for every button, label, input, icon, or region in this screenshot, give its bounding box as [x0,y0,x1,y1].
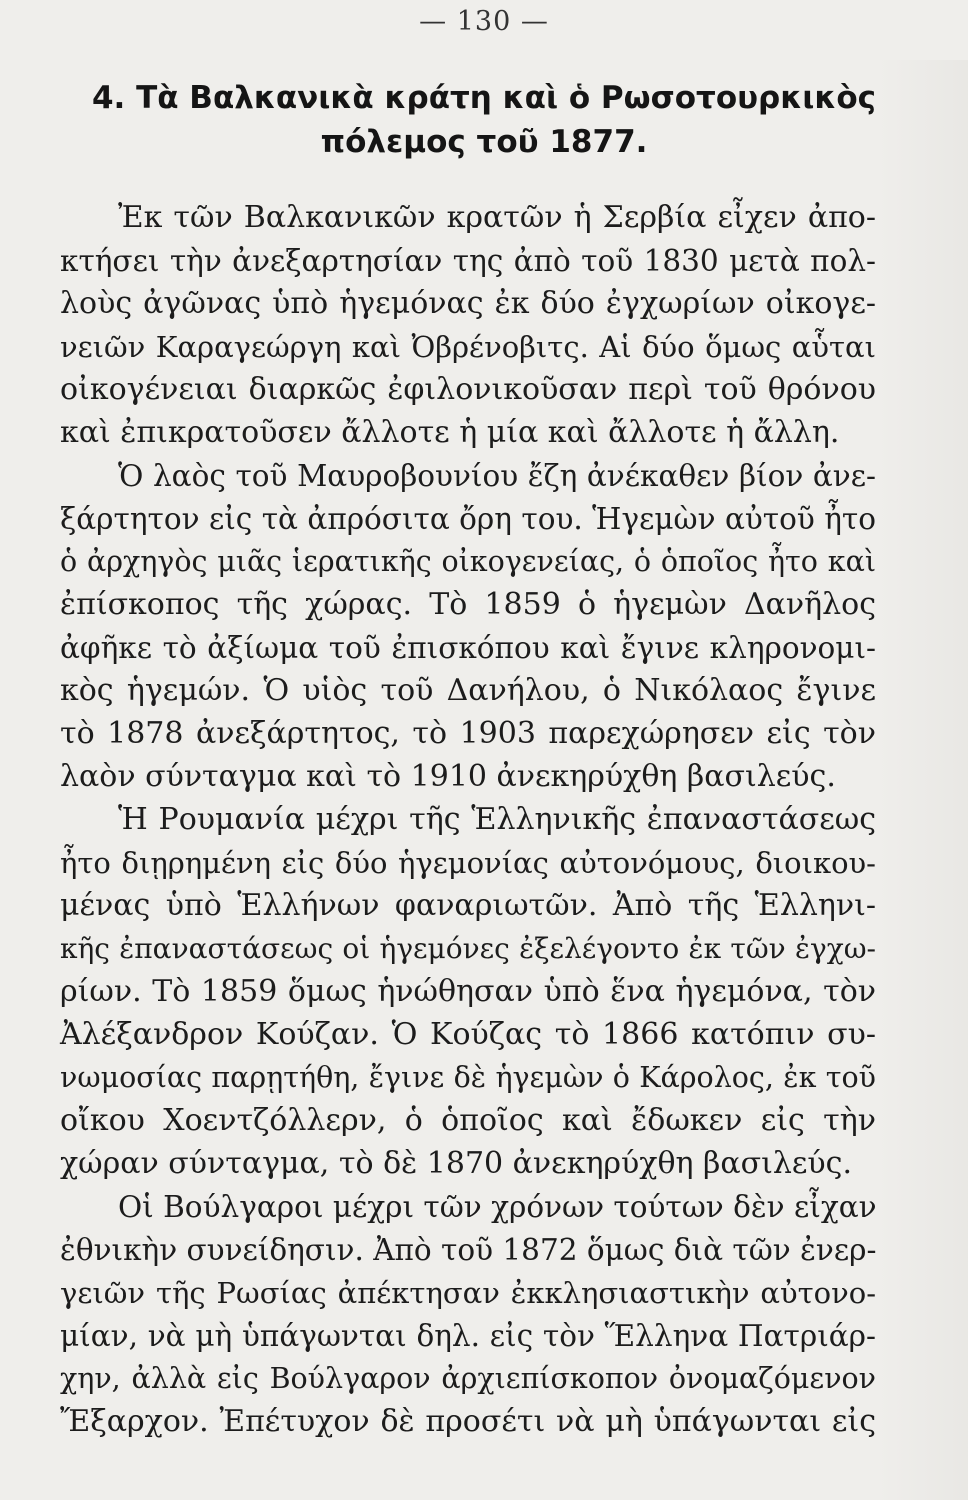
section-heading-line-1: 4. Τὰ Βαλκανικὰ κράτη καὶ ὁ Ρωσοτουρκικὸς [91,80,877,116]
paragraph-line: Ἔξαρχον. Ἐπέτυχον δὲ προσέτι νὰ μὴ ὑπάγωνται εἰς [60,1404,876,1439]
paragraph-line: ἦτο διῃρημένη εἰς δύο ἡγεμονίας αὐτονόμους, διοικου- [60,846,876,880]
paragraph-line: τὸ 1878 ἀνεξάρτητος, τὸ 1903 παρεχώρησεν εἰς τὸν [60,716,876,751]
paragraph-line: οἴκου Χοεντζόλλερν, ὁ ὁποῖος καὶ ἔδωκεν εἰς τὴν [60,1103,876,1138]
paragraph-line: Ἐκ τῶν Βαλκανικῶν κρατῶν ἡ Σερβία εἶχεν ἀπο- [118,200,876,235]
paragraph-line: ἐπίσκοπος τῆς χώρας. Τὸ 1859 ὁ ἡγεμὼν Δανῆλος [60,587,876,622]
paragraph-line: Ἡ Ρουμανία μέχρι τῆς Ἑλληνικῆς ἐπαναστάσεως [118,802,876,837]
paragraph-line: καὶ ἐπικρατοῦσεν ἄλλοτε ἡ μία καὶ ἄλλοτε ἡ ἄλλη. [60,415,840,450]
paragraph-line: ὁ ἀρχηγὸς μιᾶς ἱερατικῆς οἰκογενείας, ὁ ὁποῖος ἦτο καὶ [60,545,876,578]
paragraph-line: ἀφῆκε τὸ ἀξίωμα τοῦ ἐπισκόπου καὶ ἔγινε κληρονομι- [60,631,876,665]
paragraph-line: κτήσει τὴν ἀνεξαρτησίαν της ἀπὸ τοῦ 1830 μετὰ πολ- [60,244,876,278]
section-heading-line-2: πόλεμος τοῦ 1877. [320,124,648,160]
paragraph-line: Οἱ Βούλγαροι μέχρι τῶν χρόνων τούτων δὲν εἶχαν [118,1190,877,1224]
paragraph-line: κῆς ἐπαναστάσεως οἱ ἡγεμόνες ἐξελέγοντο ἐκ τῶν ἐγχω- [60,932,876,965]
paragraph-line: οἰκογένειαι διαρκῶς ἐφιλονικοῦσαν περὶ τοῦ θρόνου [60,372,876,407]
paragraph-line: ξάρτητον εἰς τὰ ἀπρόσιτα ὄρη του. Ἡγεμὼν αὐτοῦ ἦτο [60,502,876,536]
paragraph-line: Ἀλέξανδρον Κούζαν. Ὁ Κούζας τὸ 1866 κατόπιν συ- [60,1017,876,1052]
paragraph-line: κὸς ἡγεμών. Ὁ υἱὸς τοῦ Δανήλου, ὁ Νικόλαος ἔγινε [60,673,876,708]
paragraph-line: ἐθνικὴν συνείδησιν. Ἀπὸ τοῦ 1872 ὅμως διὰ τῶν ἐνερ- [60,1233,877,1267]
paragraph-line: μένας ὑπὸ Ἑλλήνων φαναριωτῶν. Ἀπὸ τῆς Ἑλληνι- [60,888,876,923]
page-bleed-shadow [878,60,968,1500]
paragraph-line: χην, ἀλλὰ εἰς Βούλγαρον ἀρχιεπίσκοπον ὀνομαζόμενον [60,1362,876,1395]
page-number: — 130 — [419,6,549,37]
paragraph-line: νειῶν Καραγεώργη καὶ Ὀβρένοβιτς. Αἱ δύο ὅμως αὗται [60,330,876,364]
paragraph-line: μίαν, νὰ μὴ ὑπάγωνται δηλ. εἰς τὸν Ἕλληνα Πατριάρ- [60,1319,876,1353]
paragraph-line: χώραν σύνταγμα, τὸ δὲ 1870 ἀνεκηρύχθη βασιλεύς. [60,1146,853,1181]
paragraph-line: ρίων. Τὸ 1859 ὅμως ἡνώθησαν ὑπὸ ἕνα ἡγεμόνα, τὸν [60,974,876,1009]
paragraph-line: νωμοσίας παρῃτήθη, ἔγινε δὲ ἡγεμὼν ὁ Κάρολος, ἐκ τοῦ [60,1061,876,1094]
paragraph-line: λαὸν σύνταγμα καὶ τὸ 1910 ἀνεκηρύχθη βασιλεύς. [60,759,836,794]
paragraph-line: γειῶν τῆς Ρωσίας ἀπέκτησαν ἐκκλησιαστικὴν αὐτονο- [60,1276,876,1310]
paragraph-line: Ὁ λαὸς τοῦ Μαυροβουνίου ἔζη ἀνέκαθεν βίον ἀνε- [118,459,876,493]
paragraph-line: λοὺς ἀγῶνας ὑπὸ ἡγεμόνας ἐκ δύο ἐγχωρίων οἰκογε- [60,286,876,321]
